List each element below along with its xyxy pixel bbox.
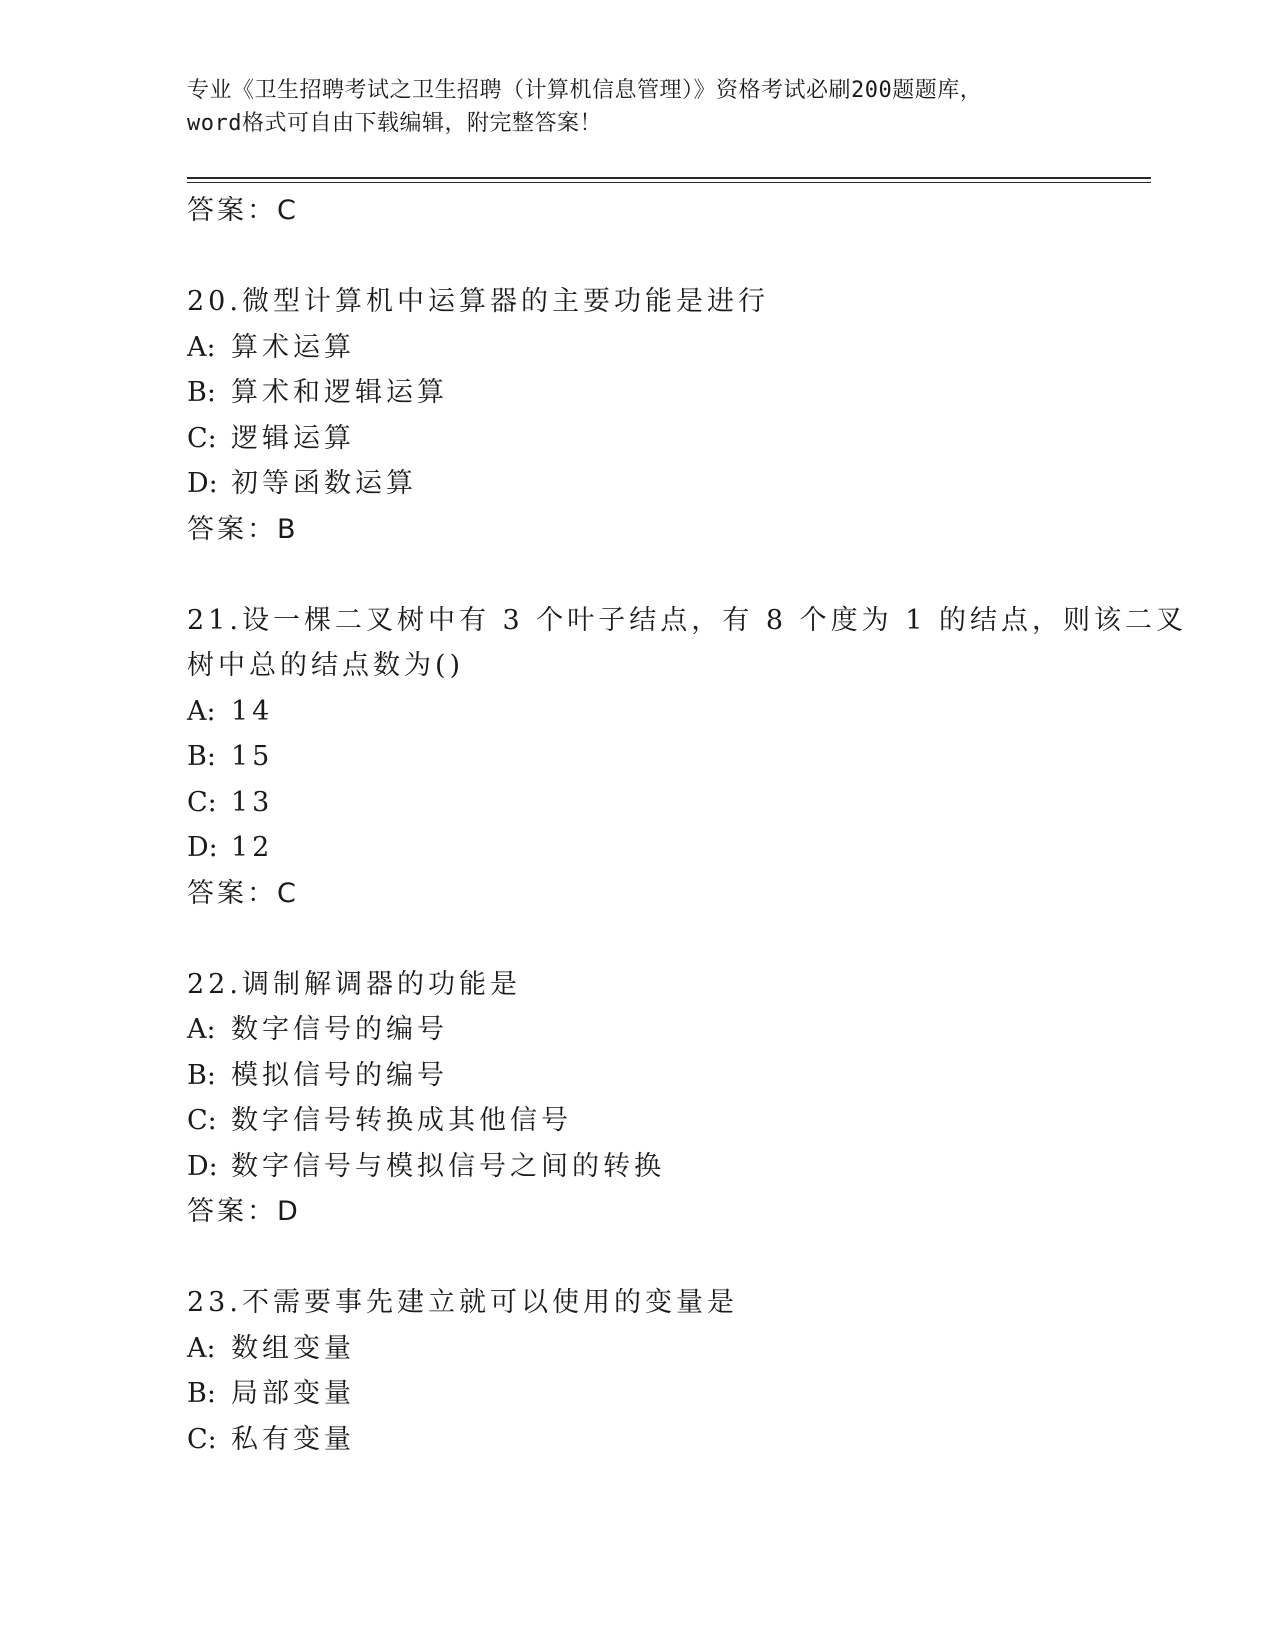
option-text: 初等函数运算 [231, 468, 417, 499]
option-label: C: [187, 1105, 217, 1136]
question-text: 23.不需要事先建立就可以使用的变量是 [187, 1287, 738, 1318]
option-c [187, 1098, 1127, 1144]
header-divider-thin [187, 182, 1151, 183]
question-text: 21.设一棵二叉树中有 3 个叶子结点，有 8 个度为 1 的结点，则该二叉 [187, 604, 1187, 636]
question-20 [187, 279, 1127, 552]
question-list [187, 188, 1187, 1462]
option-label: A: [187, 331, 216, 363]
question-22 [187, 962, 1127, 1235]
option-label: A: [187, 1332, 216, 1364]
option-text: 逻辑运算 [231, 422, 355, 454]
option-b [187, 734, 1127, 780]
option-a [187, 325, 1127, 371]
question-23 [187, 1280, 1127, 1462]
option-b [187, 370, 1127, 416]
answer: 答案：D [187, 1196, 301, 1227]
spacer [187, 916, 1127, 962]
option-text: 数组变量 [231, 1332, 355, 1364]
option-a [187, 689, 1127, 735]
option-label: D: [187, 1150, 218, 1182]
header-divider [187, 177, 1151, 179]
option-d [187, 461, 1127, 507]
option-c [187, 1417, 1127, 1463]
spacer [187, 234, 1127, 280]
answer: 答案：C [187, 877, 299, 909]
option-text: 12 [231, 832, 274, 863]
option-text: 模拟信号的编号 [231, 1059, 448, 1091]
option-text: 数字信号转换成其他信号 [231, 1105, 572, 1136]
option-label: B: [187, 741, 216, 772]
option-label: A: [187, 695, 216, 727]
option-label: C: [187, 1423, 217, 1455]
option-text: 算术和逻辑运算 [231, 377, 448, 408]
question-text-continued: 树中总的结点数为() [187, 650, 465, 681]
option-d [187, 825, 1127, 871]
header-title-line-2: word格式可自由下载编辑，附完整答案！ [187, 111, 602, 136]
question-21 [187, 598, 1187, 917]
option-text: 私有变量 [231, 1423, 355, 1455]
option-label: B: [187, 1059, 216, 1091]
option-label: C: [187, 786, 217, 818]
question-text: 22.调制解调器的功能是 [187, 968, 521, 1000]
option-text: 15 [231, 741, 274, 772]
previous-answer: 答案：C [187, 195, 299, 226]
option-d [187, 1144, 1127, 1190]
option-b [187, 1053, 1127, 1099]
option-a [187, 1007, 1127, 1053]
spacer [187, 552, 1127, 598]
option-label: B: [187, 377, 216, 408]
question-text: 20.微型计算机中运算器的主要功能是进行 [187, 286, 769, 317]
option-text: 算术运算 [231, 331, 355, 363]
option-c [187, 780, 1127, 826]
option-text: 13 [231, 786, 274, 818]
option-label: A: [187, 1014, 216, 1045]
option-c [187, 416, 1127, 462]
spacer [187, 1235, 1127, 1281]
option-label: D: [187, 468, 218, 499]
option-text: 局部变量 [231, 1378, 355, 1409]
option-label: B: [187, 1378, 216, 1409]
option-b [187, 1371, 1127, 1417]
option-label: D: [187, 832, 218, 863]
option-text: 数字信号的编号 [231, 1014, 448, 1045]
option-text: 数字信号与模拟信号之间的转换 [231, 1150, 665, 1182]
header-title-line-1: 专业《卫生招聘考试之卫生招聘（计算机信息管理）》资格考试必刷200题题库， [187, 78, 983, 103]
answer: 答案：B [187, 513, 299, 545]
option-text: 14 [231, 695, 274, 727]
option-label: C: [187, 422, 217, 454]
option-a [187, 1326, 1127, 1372]
document-header [187, 74, 1087, 140]
